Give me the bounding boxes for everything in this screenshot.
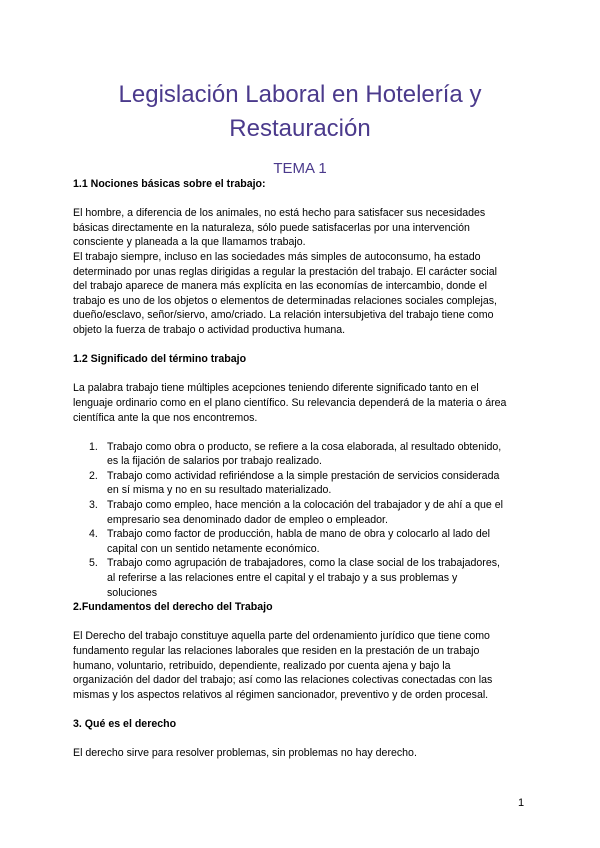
section-2-heading: 1.2 Significado del término trabajo bbox=[73, 353, 247, 366]
term-meanings-list bbox=[73, 440, 533, 601]
section-1-heading: 1.1 Nociones básicas sobre el trabajo: bbox=[73, 178, 266, 190]
list-item: 4. Trabajo como factor de producción, habla de mano de obra y colocarlo al lado del capital con un sentido netamente económico. bbox=[89, 528, 490, 555]
section-4-heading: 3. Qué es el derecho bbox=[73, 717, 177, 730]
section-4-paragraph-1: El derecho sirve para resolver problemas, sin problemas no hay derecho. bbox=[73, 747, 417, 760]
section-1-paragraph-1: El hombre, a diferencia de los animales, no está hecho para satisfacer sus necesidades básicas directamente en la naturaleza, sólo puede satisfacerlas por una intervención consciente y planeada a la que llamamos trabajo. bbox=[73, 207, 486, 249]
title-line-1: Legislación Laboral en Hotelería y bbox=[118, 81, 482, 108]
list-item: 3. Trabajo como empleo, hace mención a la colocación del trabajador y de ahí a que el empresario sea denominado dador de empleo o empleador. bbox=[89, 499, 503, 526]
list-item: 2. Trabajo como actividad refiriéndose a la simple prestación de servicios considerada en sí misma y no en su resultado materializado. bbox=[89, 469, 500, 497]
title-line-2: Restauración bbox=[229, 115, 371, 142]
document-subtitle: TEMA 1 bbox=[273, 160, 327, 177]
document-title bbox=[60, 78, 540, 146]
section-3-heading: 2.Fundamentos del derecho del Trabajo bbox=[73, 601, 273, 614]
section-2-paragraph-1: La palabra trabajo tiene múltiples acepciones teniendo diferente significado tanto en el lenguaje ordinario como en el plano científico. Su relevancia dependerá de la materia o área científica ante la que nos encontremos. bbox=[73, 382, 507, 424]
list-item: 1. Trabajo como obra o producto, se refiere a la cosa elaborada, al resultado obtenido, es la fijación de salarios por trabajo realizado. bbox=[89, 440, 502, 468]
section-3-paragraph-1: El Derecho del trabajo constituye aquella parte del ordenamiento jurídico que tiene como fundamento regular las relaciones laborales que residen en la prestación de un trabajo humano, voluntario, retribuido, dependiente, realizado por cuenta ajena y bajo la organización del dador del trabajo; así como las relaciones colectivas conectadas con las mismas y los aspectos relativos al régimen sancionador, preventivo y de orden procesal. bbox=[73, 630, 493, 701]
section-1-paragraph-2: El trabajo siempre, incluso en las sociedades más simples de autoconsumo, ha estado determinado por unas reglas dirigidas a regular la prestación del trabajo. El carácter social del trabajo aparece de manera más explícita en las economías de intercambio, donde el trabajo es uno de los objetos o elementos de determinadas relaciones sociales complejas, dueño/esclavo, señor/siervo, amo/criado. La relación intersubjetiva del trabajo tiene como objeto la fuerza de trabajo o actividad productiva humana. bbox=[73, 250, 497, 336]
list-item: 5. Trabajo como agrupación de trabajadores, como la clase social de los trabajadores, al referirse a las relaciones entre el capital y el trabajo y a sus problemas y soluciones bbox=[89, 557, 500, 599]
page-number: 1 bbox=[518, 797, 525, 809]
document-body bbox=[73, 177, 533, 761]
